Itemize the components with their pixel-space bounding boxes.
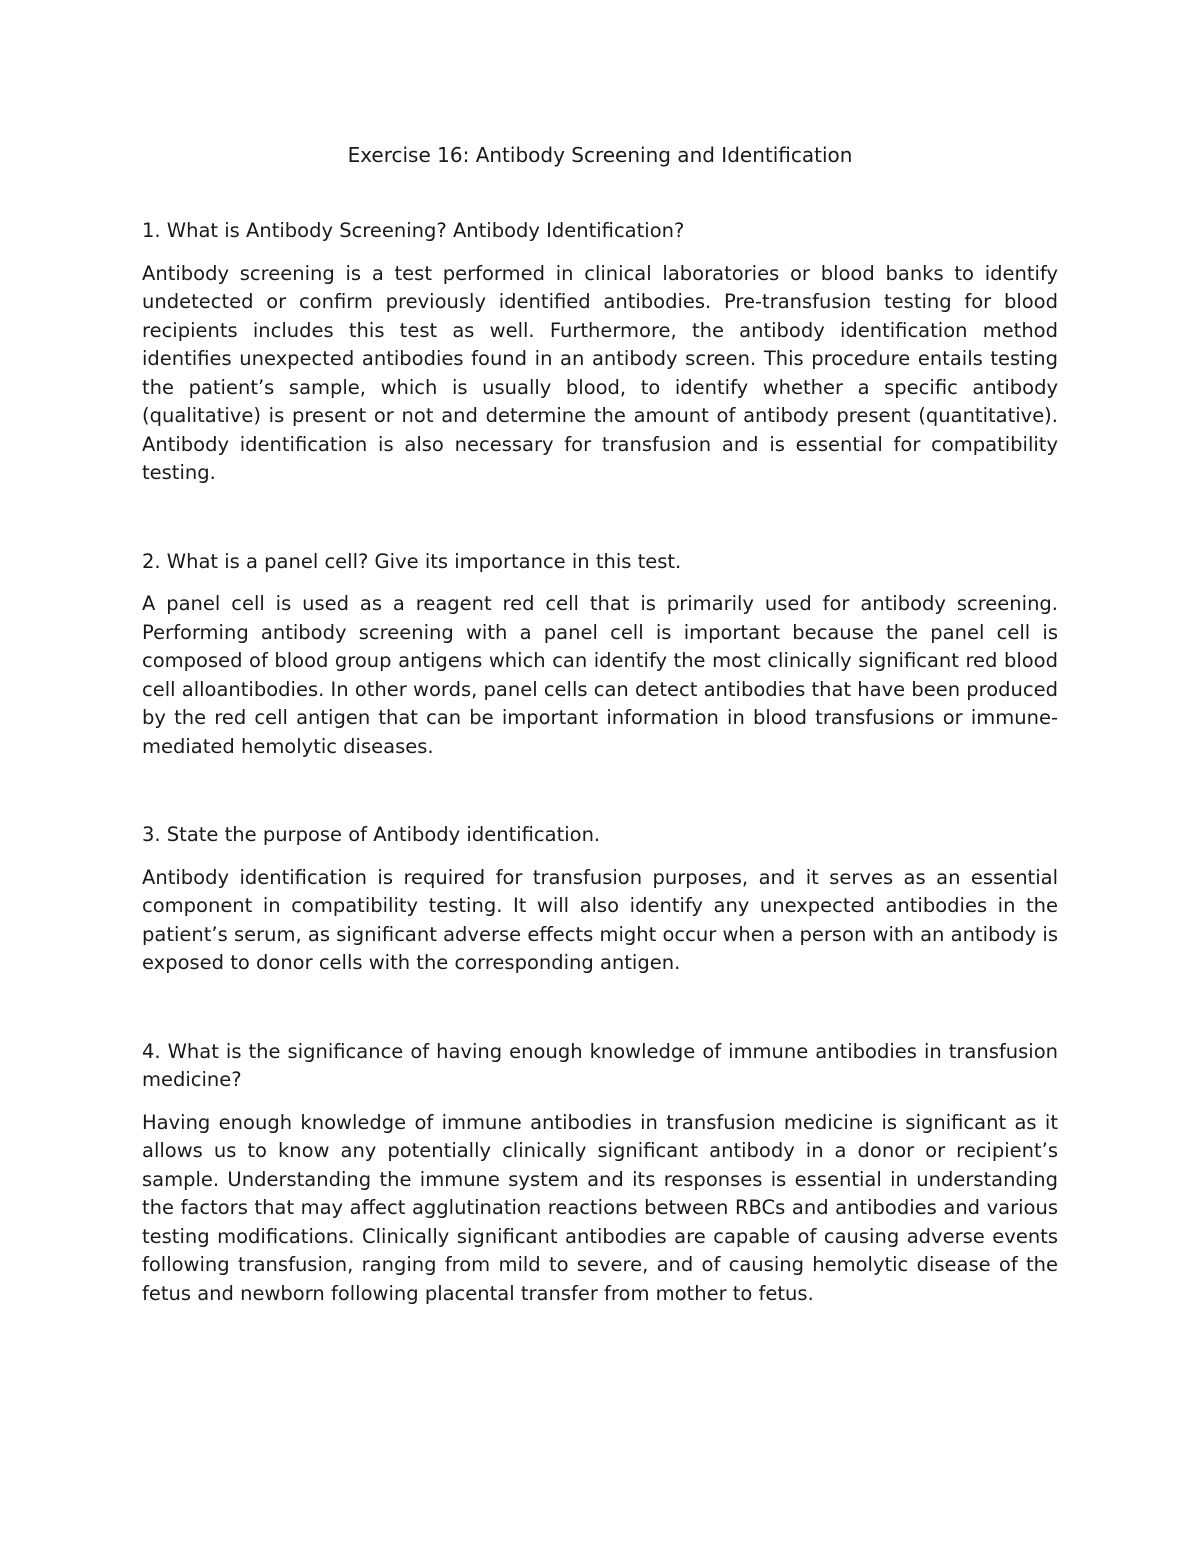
answer-text: Having enough knowledge of immune antibodies in transfusion medicine is significant as it allows us to know any potentially clinically significant antibody in a donor or recipient’s sample. Understanding the immune system and its responses is essential in understanding the factors that may affect agglutination reactions between RBCs and antibodies and various testing modifications. Clinically significant antibodies are capable of causing adverse events following transfusion, ranging from mild to severe, and of causing hemolytic disease of the fetus and newborn following placental transfer from mother to fetus. <box>142 1110 1058 1305</box>
document-title: Exercise 16: Antibody Screening and Identification <box>347 143 853 167</box>
answer-text: A panel cell is used as a reagent red cell that is primarily used for antibody screening. Performing antibody screening with a panel cell is important because the panel cell is composed of blood group antigens which can identify the most clinically significant red blood cell alloantibodies. In other words, panel cells can detect antibodies that have been produced by the red cell antigen that can be important information in blood transfusions or immune-mediated hemolytic diseases. <box>142 592 1058 758</box>
answer-text: Antibody identification is required for transfusion purposes, and it serves as an essential component in compatibility testing. It will also identify any unexpected antibodies in the patient’s serum, as significant adverse effects might occur when a person with an antibody is exposed to donor cells with the corresponding antigen. <box>142 865 1058 974</box>
question-section-1 <box>142 217 1058 488</box>
document-page <box>142 140 1058 1368</box>
question-section-3 <box>142 821 1058 978</box>
question-text: 1. What is Antibody Screening? Antibody Identification? <box>142 219 685 242</box>
question-section-2 <box>142 548 1058 762</box>
question-section-4 <box>142 1038 1058 1309</box>
question-text: 3. State the purpose of Antibody identification. <box>142 823 601 846</box>
question-text: 2. What is a panel cell? Give its importance in this test. <box>142 549 682 573</box>
answer-text: Antibody screening is a test performed in clinical laboratories or blood banks to identify undetected or confirm previously identified antibodies. Pre-transfusion testing for blood recipients includes this test as well. Furthermore, the antibody identification method identifies unexpected antibodies found in an antibody screen. This procedure entails testing the patient’s sample, which is usually blood, to identify whether a specific antibody (qualitative) is present or not and determine the amount of antibody present (quantitative). Antibody identification is also necessary for transfusion and is essential for compatibility testing. <box>142 261 1058 484</box>
question-text: 4. What is the significance of having enough knowledge of immune antibodies in transfusion medicine? <box>142 1039 1058 1091</box>
